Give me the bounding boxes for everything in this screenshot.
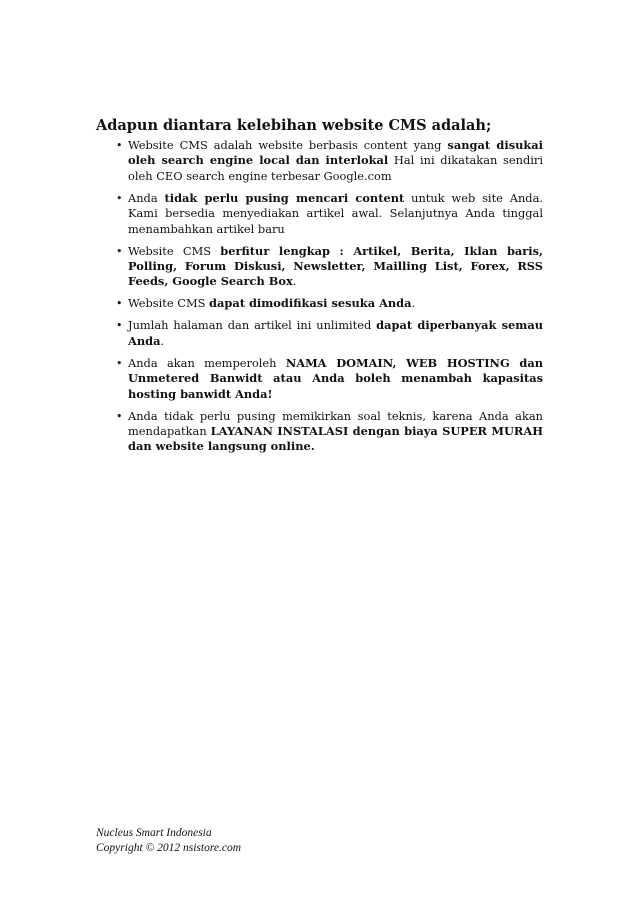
item-text: Website CMS (128, 296, 210, 311)
bullet-icon: • (116, 191, 123, 205)
item-text: Anda akan memperoleh (128, 355, 286, 370)
item-emphasis: dapat dimodifikasi sesuka Anda (209, 296, 412, 311)
item-text: Jumlah halaman dan artikel ini unlimited (128, 318, 377, 333)
item-text: Website CMS (128, 243, 221, 258)
list-item (116, 296, 543, 311)
item-text: Hal ini dikatakan sendiri oleh CEO search engine terbesar Google.com (128, 153, 543, 183)
bullet-icon: • (116, 297, 123, 311)
list-item (116, 138, 543, 184)
page-footer (96, 826, 241, 856)
list-item (116, 191, 543, 237)
bullet-icon: • (116, 244, 123, 258)
item-text: . (411, 296, 416, 311)
footer-company: Nucleus Smart Indonesia (96, 827, 212, 839)
item-emphasis: LAYANAN INSTALASI dengan biaya SUPER MURAH dan website langsung online. (128, 424, 543, 454)
footer-copyright: Copyright © 2012 nsistore.com (96, 842, 242, 854)
section-heading: Adapun diantara kelebihan website CMS adalah; (96, 117, 492, 134)
item-emphasis: NAMA DOMAIN, WEB HOSTING dan Unmetered Banwidt atau Anda boleh menambah kapasitas hosting banwidt Anda! (128, 355, 543, 401)
advantages-list (116, 138, 543, 461)
item-text: Website CMS adalah website berbasis content yang (128, 138, 448, 152)
bullet-icon: • (116, 139, 123, 152)
item-emphasis: tidak perlu pusing mencari content (164, 190, 405, 205)
item-text: untuk web site Anda. Kami bersedia menyediakan artikel awal. Selanjutnya Anda tinggal menambahkan artikel baru (128, 190, 544, 236)
list-item (116, 244, 543, 290)
list-item (116, 318, 543, 349)
item-text: Anda tidak perlu pusing memikirkan soal teknis, karena Anda akan mendapatkan (128, 408, 543, 439)
list-item (116, 356, 543, 402)
bullet-icon: • (116, 409, 123, 423)
item-emphasis: dapat diperbanyak semau Anda (128, 318, 544, 348)
bullet-icon: • (116, 356, 123, 370)
item-emphasis: berfitur lengkap : Artikel, Berita, Iklan baris, Polling, Forum Diskusi, Newsletter, Mailling List, Forex, RSS Feeds, Google Search Box (128, 243, 543, 289)
item-text: . (160, 333, 165, 348)
bullet-icon: • (116, 319, 123, 333)
item-text: . (292, 274, 297, 289)
item-text: Anda (128, 190, 165, 205)
item-emphasis: sangat disukai oleh search engine local dan interlokal (128, 138, 543, 168)
list-item (116, 409, 543, 455)
